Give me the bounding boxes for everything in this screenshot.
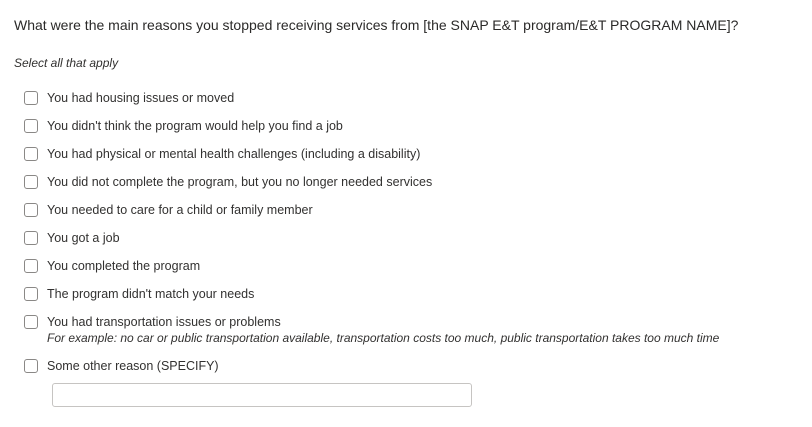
checkbox-health-challenges[interactable] [24,147,38,161]
option-other-reason [14,358,798,407]
checkbox-program-not-help[interactable] [24,119,38,133]
transportation-example-note: For example: no car or public transportation available, transportation costs too much, public transportation takes too much time [47,331,720,345]
checkbox-got-a-job[interactable] [24,231,38,245]
option-label[interactable]: Some other reason (SPECIFY) [47,359,219,373]
options-list [14,90,798,407]
option-no-longer-needed [14,174,798,190]
option-label[interactable]: You didn't think the program would help you find a job [47,119,343,133]
option-housing [14,90,798,106]
checkbox-care-for-family[interactable] [24,203,38,217]
checkbox-no-longer-needed[interactable] [24,175,38,189]
option-health-challenges [14,146,798,162]
option-label[interactable]: The program didn't match your needs [47,287,255,301]
option-label[interactable]: You had transportation issues or problems [47,315,281,329]
option-label[interactable]: You needed to care for a child or family member [47,203,313,217]
checkbox-other-reason[interactable] [24,359,38,373]
option-completed-program [14,258,798,274]
option-not-match-needs [14,286,798,302]
option-label[interactable]: You had housing issues or moved [47,91,235,105]
checkbox-completed-program[interactable] [24,259,38,273]
option-program-not-help [14,118,798,134]
checkbox-transportation[interactable] [24,315,38,329]
option-label[interactable]: You completed the program [47,259,201,273]
question-title: What were the main reasons you stopped receiving services from [the SNAP E&T program/E&T PROGRAM NAME]? [14,17,739,33]
option-care-for-family [14,202,798,218]
option-transportation [14,314,798,346]
option-label[interactable]: You had physical or mental health challenges (including a disability) [47,147,421,161]
option-got-a-job [14,230,798,246]
checkbox-housing[interactable] [24,91,38,105]
option-label[interactable]: You did not complete the program, but you no longer needed services [47,175,433,189]
select-all-instruction: Select all that apply [14,56,119,70]
checkbox-not-match-needs[interactable] [24,287,38,301]
other-reason-specify-input[interactable] [52,383,472,407]
option-label[interactable]: You got a job [47,231,120,245]
